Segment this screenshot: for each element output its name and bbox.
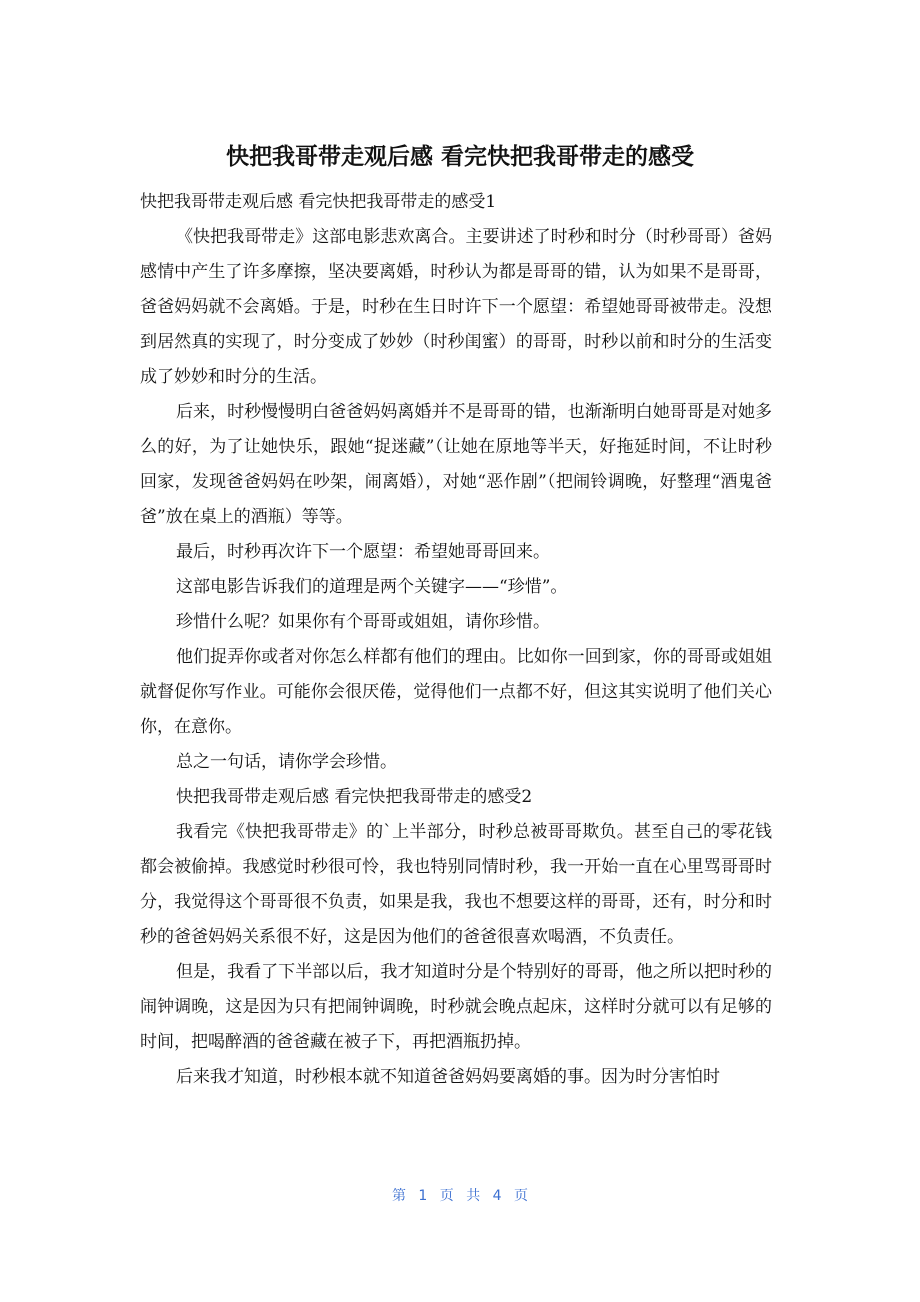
document-body [140, 185, 772, 1095]
page-number-footer: 第 1 页 共 4 页 [391, 1188, 529, 1204]
paragraph: 他们捉弄你或者对你怎么样都有他们的理由。比如你一回到家，你的哥哥或姐姐就督促你写作业。可能你会很厌倦，觉得他们一点都不好，但这其实说明了他们关心你，在意你。 [140, 647, 772, 737]
paragraph: 这部电影告诉我们的道理是两个关键字——“珍惜”。 [176, 577, 568, 597]
paragraph: 珍惜什么呢？如果你有个哥哥或姐姐，请你珍惜。 [176, 612, 550, 632]
paragraph: 后来我才知道，时秒根本就不知道爸爸妈妈要离婚的事。因为时分害怕时 [176, 1067, 720, 1087]
section-heading-1: 快把我哥带走观后感 看完快把我哥带走的感受1 [140, 192, 497, 212]
section-heading-2: 快把我哥带走观后感 看完快把我哥带走的感受2 [176, 787, 533, 807]
document-title: 快把我哥带走观后感 看完快把我哥带走的感受 [225, 144, 694, 170]
paragraph: 后来，时秒慢慢明白爸爸妈妈离婚并不是哥哥的错，也渐渐明白她哥哥是对她多么的好，为了让她快乐，跟她“捉迷藏”（让她在原地等半天，好拖延时间，不让时秒回家，发现爸爸妈妈在吵架，闹离婚），对她“恶作剧”（把闹铃调晚，好整理“酒鬼爸爸”放在桌上的酒瓶）等等。 [140, 402, 772, 527]
paragraph: 我看完《快把我哥带走》的`上半部分，时秒总被哥哥欺负。甚至自己的零花钱都会被偷掉。我感觉时秒很可怜，我也特别同情时秒，我一开始一直在心里骂哥哥时分，我觉得这个哥哥很不负责，如果是我，我也不想要这样的哥哥，还有，时分和时秒的爸爸妈妈关系很不好，这是因为他们的爸爸很喜欢喝酒，不负责任。 [140, 822, 772, 947]
paragraph: 《快把我哥带走》这部电影悲欢离合。主要讲述了时秒和时分（时秒哥哥）爸妈感情中产生了许多摩擦，坚决要离婚，时秒认为都是哥哥的错，认为如果不是哥哥，爸爸妈妈就不会离婚。于是，时秒在生日时许下一个愿望：希望她哥哥被带走。没想到居然真的实现了，时分变成了妙妙（时秒闺蜜）的哥哥，时秒以前和时分的生活变成了妙妙和时分的生活。 [140, 227, 772, 387]
paragraph: 总之一句话，请你学会珍惜。 [176, 752, 397, 772]
paragraph: 最后，时秒再次许下一个愿望：希望她哥哥回来。 [176, 542, 550, 562]
paragraph: 但是，我看了下半部以后，我才知道时分是个特别好的哥哥，他之所以把时秒的闹钟调晚，这是因为只有把闹钟调晚，时秒就会晚点起床，这样时分就可以有足够的时间，把喝醉酒的爸爸藏在被子下，再把酒瓶扔掉。 [140, 962, 772, 1052]
